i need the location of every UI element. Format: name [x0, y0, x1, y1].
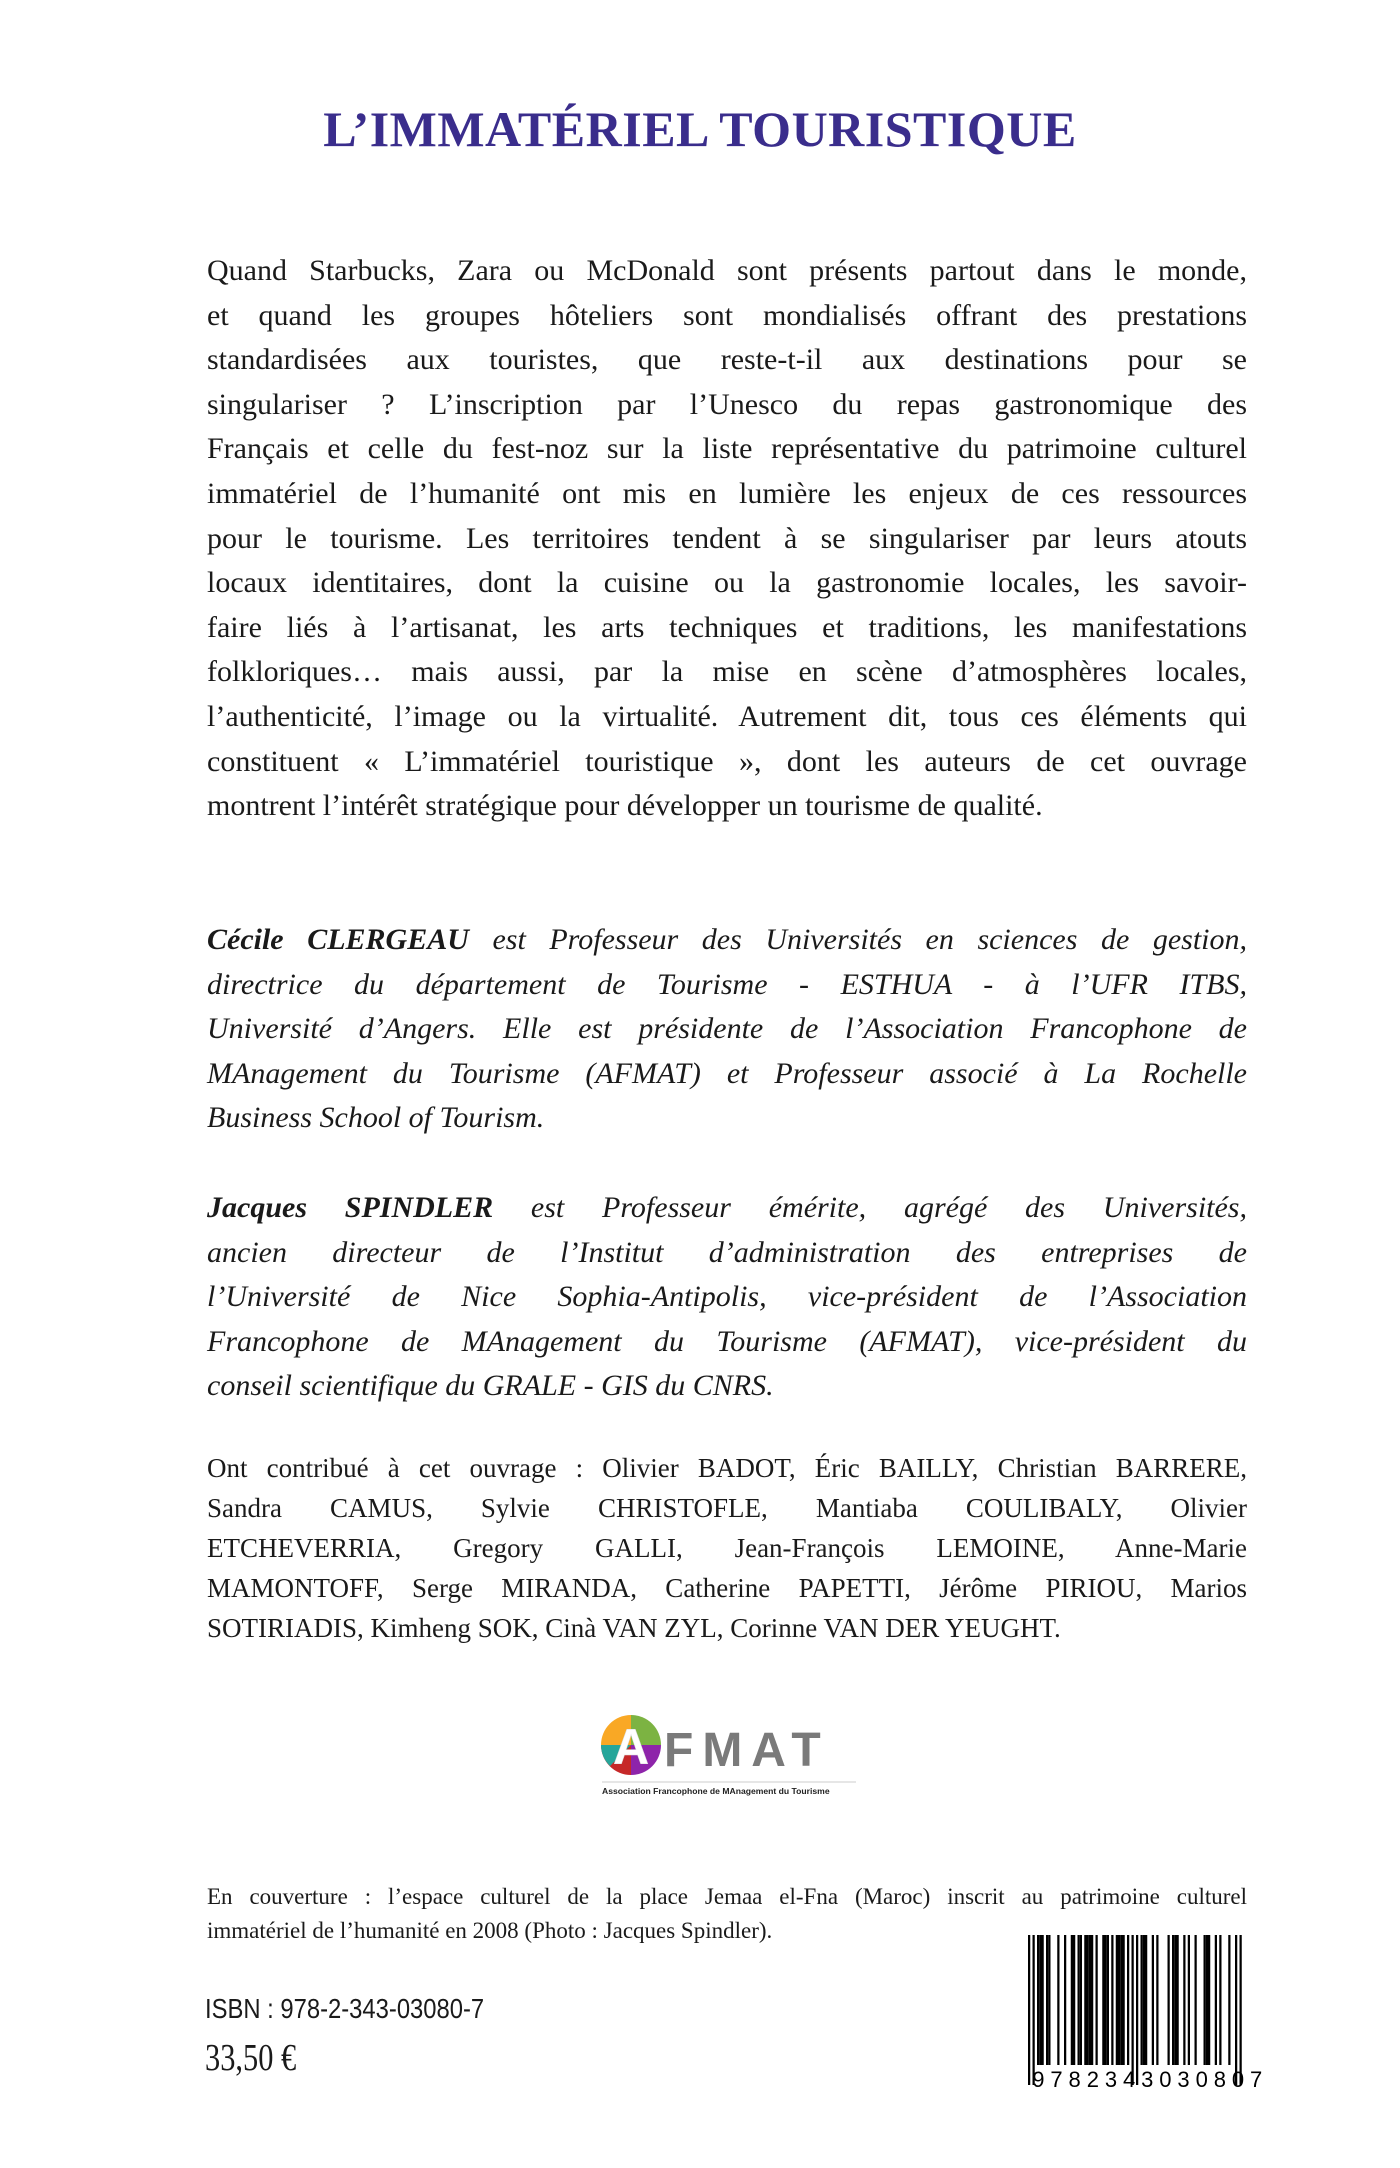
- text-line: singulariser ? L’inscription par l’Unesco du repas gastronomique des: [207, 387, 1247, 421]
- author-name: Jacques SPINDLER: [207, 1191, 494, 1224]
- barcode-bar: [1240, 1935, 1242, 2085]
- barcode-bar: [1215, 1935, 1217, 2065]
- text-line: MAMONTOFF, Serge MIRANDA, Catherine PAPETTI, Jérôme PIRIOU, Marios: [207, 1573, 1247, 1603]
- logo-letter: A: [612, 1719, 650, 1775]
- barcode-bar: [1141, 1935, 1143, 2065]
- barcode-bar: [1188, 1935, 1190, 2065]
- text-line: ETCHEVERRIA, Gregory GALLI, Jean-François LEMOINE, Anne-Marie: [207, 1533, 1247, 1563]
- barcode-bar: [1219, 1935, 1221, 2065]
- barcode-bar: [1071, 1935, 1073, 2065]
- barcode-bar: [1235, 1935, 1237, 2085]
- barcode-bar: [1152, 1935, 1154, 2065]
- barcode-bar: [1143, 1935, 1145, 2065]
- barcode-bar: [1111, 1935, 1113, 2065]
- barcode-bar: [1208, 1935, 1210, 2065]
- author-name: Cécile CLERGEAU: [207, 923, 469, 956]
- bio-line: est Professeur des Universités en sciences de gestion,: [468, 923, 1247, 956]
- bio-line: Francophone de MAnagement du Tourisme (AFMAT), vice-président du: [207, 1324, 1247, 1358]
- bio-line: ancien directeur de l’Institut d’administration des entreprises de: [207, 1235, 1247, 1269]
- text-line: pour le tourisme. Les territoires tendent à se singulariser par leurs atouts: [207, 521, 1247, 555]
- logo-circle-icon: [601, 1715, 661, 1775]
- barcode-bar: [1105, 1935, 1107, 2065]
- barcode-bar: [1078, 1935, 1080, 2065]
- barcode-bar: [1228, 1935, 1230, 2065]
- barcode-bar: [1039, 1935, 1041, 2065]
- price: 33,50 €: [205, 2037, 297, 2079]
- barcode-bar: [1136, 1935, 1138, 2085]
- barcode-bar: [1156, 1935, 1158, 2065]
- barcode-bar: [1046, 1935, 1048, 2065]
- summary-paragraph: [207, 249, 1247, 829]
- author-bio-spindler: [207, 1186, 1247, 1409]
- barcode-bar: [1116, 1935, 1118, 2065]
- barcode-bar: [1033, 1935, 1035, 2085]
- text-line: Français et celle du fest-noz sur la liste représentative du patrimoine culturel: [207, 432, 1247, 466]
- barcode-bar: [1096, 1935, 1098, 2065]
- barcode-bar: [1195, 1935, 1197, 2065]
- barcode-bar: [1080, 1935, 1082, 2065]
- bio-line: Université d’Angers. Elle est présidente de l’Association Francophone de: [207, 1012, 1247, 1046]
- author-bio-clergeau: [207, 918, 1247, 1141]
- barcode-bar: [1177, 1935, 1179, 2065]
- barcode-bar: [1089, 1935, 1091, 2065]
- bio-line: est Professeur émérite, agrégé des Universités,: [493, 1191, 1247, 1224]
- isbn-barcode: [1008, 1935, 1263, 2092]
- text-line: locaux identitaires, dont la cuisine ou la gastronomie locales, les savoir-: [207, 566, 1247, 600]
- logo-text: FMAT: [664, 1724, 830, 1777]
- text-line: et quand les groupes hôteliers sont mondialisés offrant des prestations: [207, 298, 1247, 332]
- barcode-bar: [1132, 1935, 1134, 2085]
- text-line: standardisées aux touristes, que reste-t-il aux destinations pour se: [207, 343, 1247, 377]
- barcode-bar: [1204, 1935, 1206, 2065]
- bio-line: l’Université de Nice Sophia-Antipolis, vice-président de l’Association: [207, 1280, 1247, 1314]
- logo-subtitle: Association Francophone de MAnagement du Tourisme: [602, 1786, 830, 1796]
- text-line: immatériel de l’humanité en 2008 (Photo : Jacques Spindler).: [207, 1918, 773, 1943]
- barcode-bar: [1172, 1935, 1174, 2065]
- barcode-bar: [1073, 1935, 1075, 2065]
- bio-line: conseil scientifique du GRALE - GIS du CNRS.: [207, 1369, 774, 1403]
- text-line: constituent « L’immatériel touristique », dont les auteurs de cet ouvrage: [207, 744, 1247, 778]
- barcode-bar: [1048, 1935, 1050, 2065]
- barcode-bar: [1057, 1935, 1059, 2065]
- text-line: faire liés à l’artisanat, les arts techniques et traditions, les manifestations: [207, 610, 1247, 644]
- barcode-bar: [1145, 1935, 1147, 2065]
- barcode-bar: [1120, 1935, 1122, 2065]
- barcode-bar: [1206, 1935, 1208, 2065]
- barcode-bar: [1174, 1935, 1176, 2065]
- barcode-bar: [1123, 1935, 1125, 2065]
- isbn: ISBN : 978-2-343-03080-7: [205, 1993, 485, 2024]
- text-line: l’authenticité, l’image ou la virtualité. Autrement dit, tous ces éléments qui: [207, 699, 1247, 733]
- text-line: Ont contribué à cet ouvrage : Olivier BADOT, Éric BAILLY, Christian BARRERE,: [207, 1453, 1247, 1483]
- barcode-bar: [1037, 1935, 1039, 2065]
- barcode-bar: [1183, 1935, 1185, 2065]
- barcode-bar: [1064, 1935, 1066, 2065]
- barcode-bar: [1127, 1935, 1129, 2065]
- text-line: En couverture : l’espace culturel de la place Jemaa el-Fna (Maroc) inscrit au patrimoine culturel: [207, 1884, 1247, 1909]
- barcode-bar: [1084, 1935, 1086, 2065]
- barcode-bar: [1168, 1935, 1170, 2065]
- bio-line: directrice du département de Tourisme - ESTHUA - à l’UFR ITBS,: [207, 967, 1247, 1001]
- text-line: SOTIRIADIS, Kimheng SOK, Cinà VAN ZYL, Corinne VAN DER YEUGHT.: [207, 1613, 1061, 1643]
- bio-line: Business School of Tourism.: [207, 1101, 545, 1135]
- barcode-bar: [1091, 1935, 1093, 2065]
- afmat-logo: [598, 1700, 858, 1800]
- text-line: folkloriques… mais aussi, par la mise en scène d’atmosphères locales,: [207, 655, 1247, 689]
- barcode-digits: 9782343030807: [1032, 2067, 1263, 2092]
- book-title: L’IMMATÉRIEL TOURISTIQUE: [323, 101, 1077, 157]
- barcode-bar: [1118, 1935, 1120, 2065]
- text-line: Quand Starbucks, Zara ou McDonald sont présents partout dans le monde,: [207, 254, 1247, 287]
- barcode-bar: [1102, 1935, 1104, 2065]
- text-line: Sandra CAMUS, Sylvie CHRISTOFLE, Mantiaba COULIBALY, Olivier: [207, 1493, 1247, 1523]
- barcode-bar: [1042, 1935, 1044, 2065]
- barcode-bar: [1087, 1935, 1089, 2065]
- barcode-bar: [1107, 1935, 1109, 2065]
- barcode-bar: [1028, 1935, 1030, 2085]
- text-line: montrent l’intérêt stratégique pour développer un tourisme de qualité.: [207, 789, 1043, 823]
- bio-line: MAnagement du Tourisme (AFMAT) et Professeur associé à La Rochelle: [207, 1056, 1247, 1090]
- contributors-list: [207, 1448, 1247, 1648]
- text-line: immatériel de l’humanité ont mis en lumière les enjeux de ces ressources: [207, 476, 1247, 510]
